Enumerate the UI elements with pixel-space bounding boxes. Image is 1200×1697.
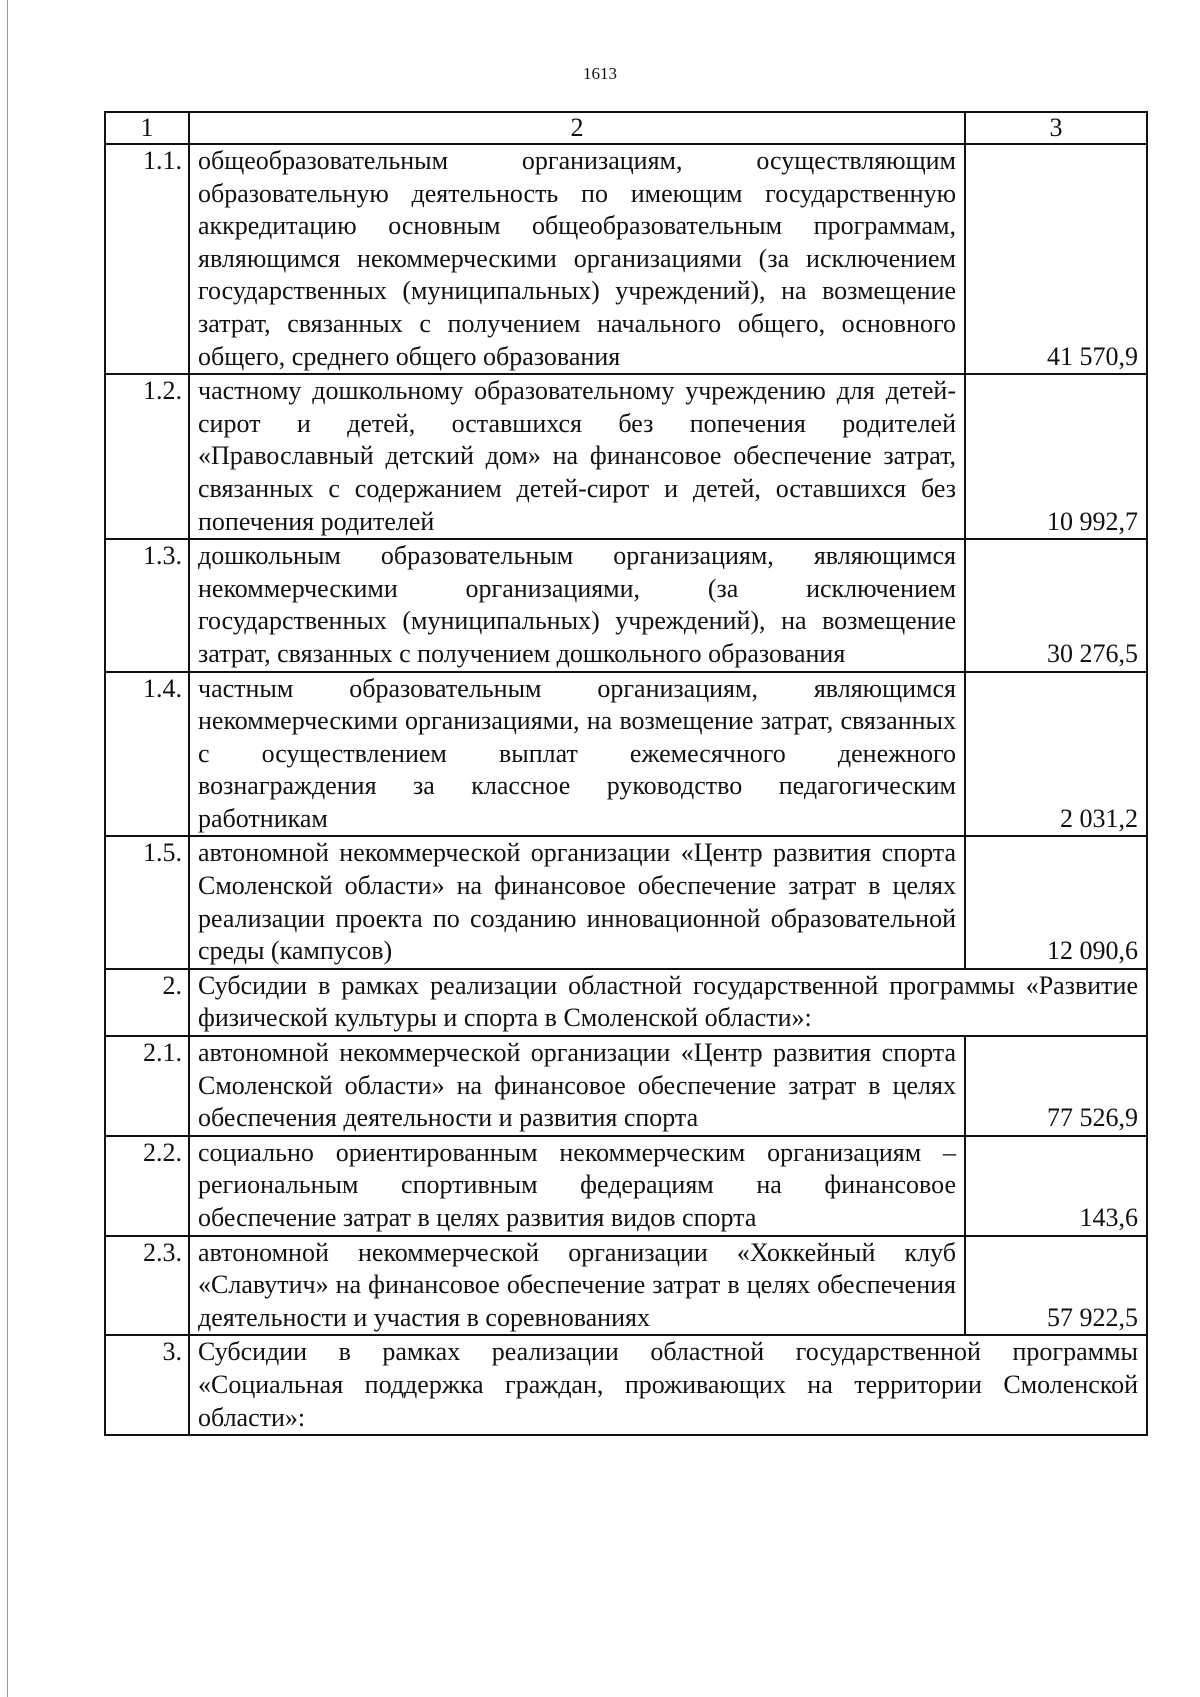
row-number: 2.2. [105,1136,189,1236]
table-row [105,1136,1147,1236]
row-description: частному дошкольному образовательному учреждению для детей-сирот и детей, оставшихся без попечения родителей «Православный детский дом» на финансовое обеспечение затрат, связанных с содержанием детей-сирот и детей, оставшихся без попечения родителей [189,374,965,539]
row-amount: 12 090,6 [965,836,1147,968]
table-row [105,1236,1147,1336]
section-title: Субсидии в рамках реализации областной государственной программы «Развитие физической культуры и спорта в Смоленской области»: [189,969,1147,1036]
row-amount: 57 922,5 [965,1236,1147,1336]
row-description: частным образовательным организациям, являющимся некоммерческими организациями, на возмещение затрат, связанных с осуществлением выплат ежемесячного денежного вознаграждения за классное руководство педагогическим работникам [189,672,965,837]
table-row [105,672,1147,837]
header-col-2: 2 [189,112,965,144]
row-description: социально ориентированным некоммерческим организациям – региональным спортивным федерациям на финансовое обеспечение затрат в целях развития видов спорта [189,1136,965,1236]
row-amount: 77 526,9 [965,1036,1147,1136]
row-number: 1.2. [105,374,189,539]
subsidy-table [104,111,1148,1436]
section-row [105,1335,1147,1435]
section-title: Субсидии в рамках реализации областной государственной программы «Социальная поддержка граждан, проживающих на территории Смоленской области»: [189,1335,1147,1435]
row-description: дошкольным образовательным организациям, являющимся некоммерческими организациями, (за исключением государственных (муниципальных) учреждений), на возмещение затрат, связанных с получением дошкольного образования [189,539,965,671]
table-row [105,539,1147,671]
row-amount: 30 276,5 [965,539,1147,671]
row-number: 1.4. [105,672,189,837]
header-col-1: 1 [105,112,189,144]
scan-margin-line [7,0,8,1697]
section-number: 2. [105,969,189,1036]
row-amount: 143,6 [965,1136,1147,1236]
row-amount: 2 031,2 [965,672,1147,837]
row-number: 1.3. [105,539,189,671]
table-row [105,836,1147,968]
header-col-3: 3 [965,112,1147,144]
row-amount: 10 992,7 [965,374,1147,539]
row-description: автономной некоммерческой организации «Хоккейный клуб «Славутич» на финансовое обеспечение затрат в целях обеспечения деятельности и участия в соревнованиях [189,1236,965,1336]
row-number: 2.1. [105,1036,189,1136]
section-number: 3. [105,1335,189,1435]
row-number: 1.5. [105,836,189,968]
row-description: общеобразовательным организациям, осуществляющим образовательную деятельность по имеющим государственную аккредитацию основным общеобразовательным программам, являющимся некоммерческими организациями (за исключением государственных (муниципальных) учреждений), на возмещение затрат, связанных с получением начального общего, основного общего, среднего общего образования [189,144,965,374]
table-header-row [105,112,1147,144]
table-row [105,1036,1147,1136]
row-description: автономной некоммерческой организации «Центр развития спорта Смоленской области» на финансовое обеспечение затрат в целях обеспечения деятельности и развития спорта [189,1036,965,1136]
table-row [105,374,1147,539]
row-number: 1.1. [105,144,189,374]
row-number: 2.3. [105,1236,189,1336]
row-amount: 41 570,9 [965,144,1147,374]
section-row [105,969,1147,1036]
table-row [105,144,1147,374]
page-number: 1613 [583,64,617,83]
row-description: автономной некоммерческой организации «Центр развития спорта Смоленской области» на финансовое обеспечение затрат в целях реализации проекта по созданию инновационной образовательной среды (кампусов) [189,836,965,968]
